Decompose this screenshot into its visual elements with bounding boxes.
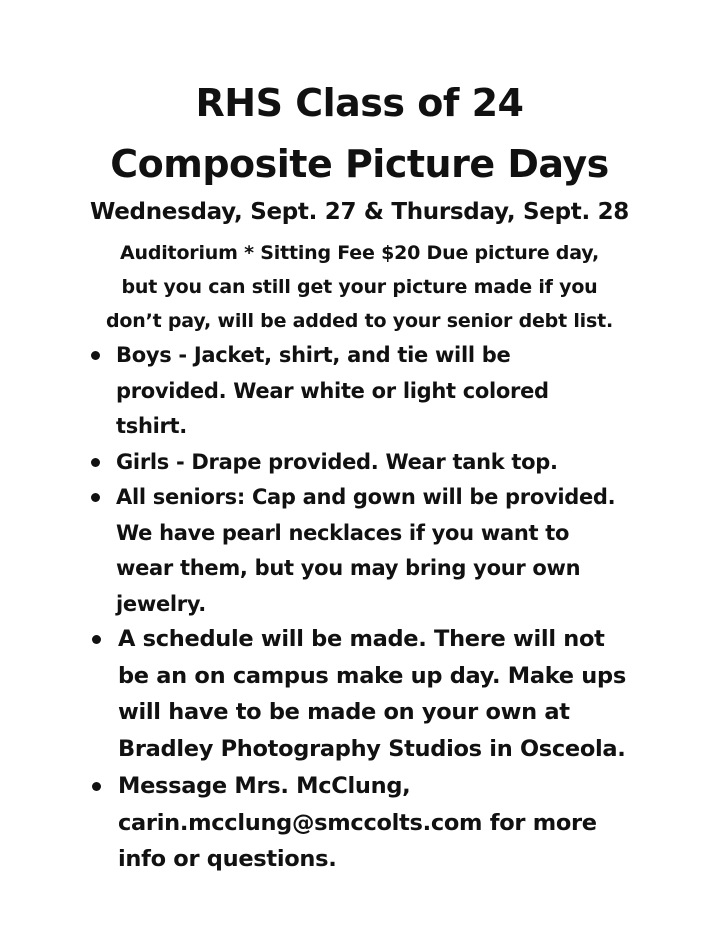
- list-item-line: We have pearl necklaces if you want to: [116, 520, 570, 545]
- list-item-line: jewelry.: [116, 591, 206, 616]
- flyer-title-line-2: Composite Picture Days: [110, 142, 609, 186]
- list-item-line: be an on campus make up day. Make ups: [118, 662, 626, 689]
- bullet-dot-icon: [91, 351, 100, 360]
- details-line: Auditorium * Sitting Fee $20 Due picture day,: [120, 242, 599, 264]
- list-item-line: Bradley Photography Studios in Osceola.: [118, 735, 626, 762]
- list-item-text: [116, 480, 615, 622]
- picture-dates: Wednesday, Sept. 27 & Thursday, Sept. 28: [89, 199, 630, 225]
- bullet-dot-icon: [91, 458, 100, 467]
- list-item-line: A schedule will be made. There will not: [118, 626, 605, 652]
- list-item-line: wear them, but you may bring your own: [116, 556, 581, 580]
- details-line: but you can still get your picture made if you: [121, 276, 598, 298]
- flyer-title-line-1: RHS Class of 24: [195, 81, 524, 125]
- bullet-dot-icon: [92, 782, 101, 791]
- list-item-text: [116, 338, 549, 445]
- bullet-dot-icon: [92, 635, 101, 644]
- bullet-dot-icon: [91, 493, 100, 502]
- list-item-line: info or questions.: [118, 846, 337, 872]
- list-item-text: [116, 445, 558, 481]
- list-item-line: All seniors: Cap and gown will be provided.: [116, 485, 616, 509]
- list-item-line: Message Mrs. McClung,: [118, 773, 411, 799]
- list-item-line: will have to be made on your own at: [118, 699, 570, 725]
- details-line: don’t pay, will be added to your senior debt list.: [106, 310, 613, 332]
- list-item-text: [118, 621, 626, 767]
- list-item-line: Boys - Jacket, shirt, and tie will be: [116, 343, 511, 367]
- list-item-line: provided. Wear white or light colored: [116, 378, 549, 403]
- sitting-fee-details: [0, 236, 719, 338]
- list-item-line: Girls - Drape provided. Wear tank top.: [116, 450, 558, 474]
- list-item-text: [118, 768, 597, 878]
- list-item-line: tshirt.: [116, 414, 187, 438]
- contact-email: carin.mcclung@smccolts.com for more: [118, 809, 597, 836]
